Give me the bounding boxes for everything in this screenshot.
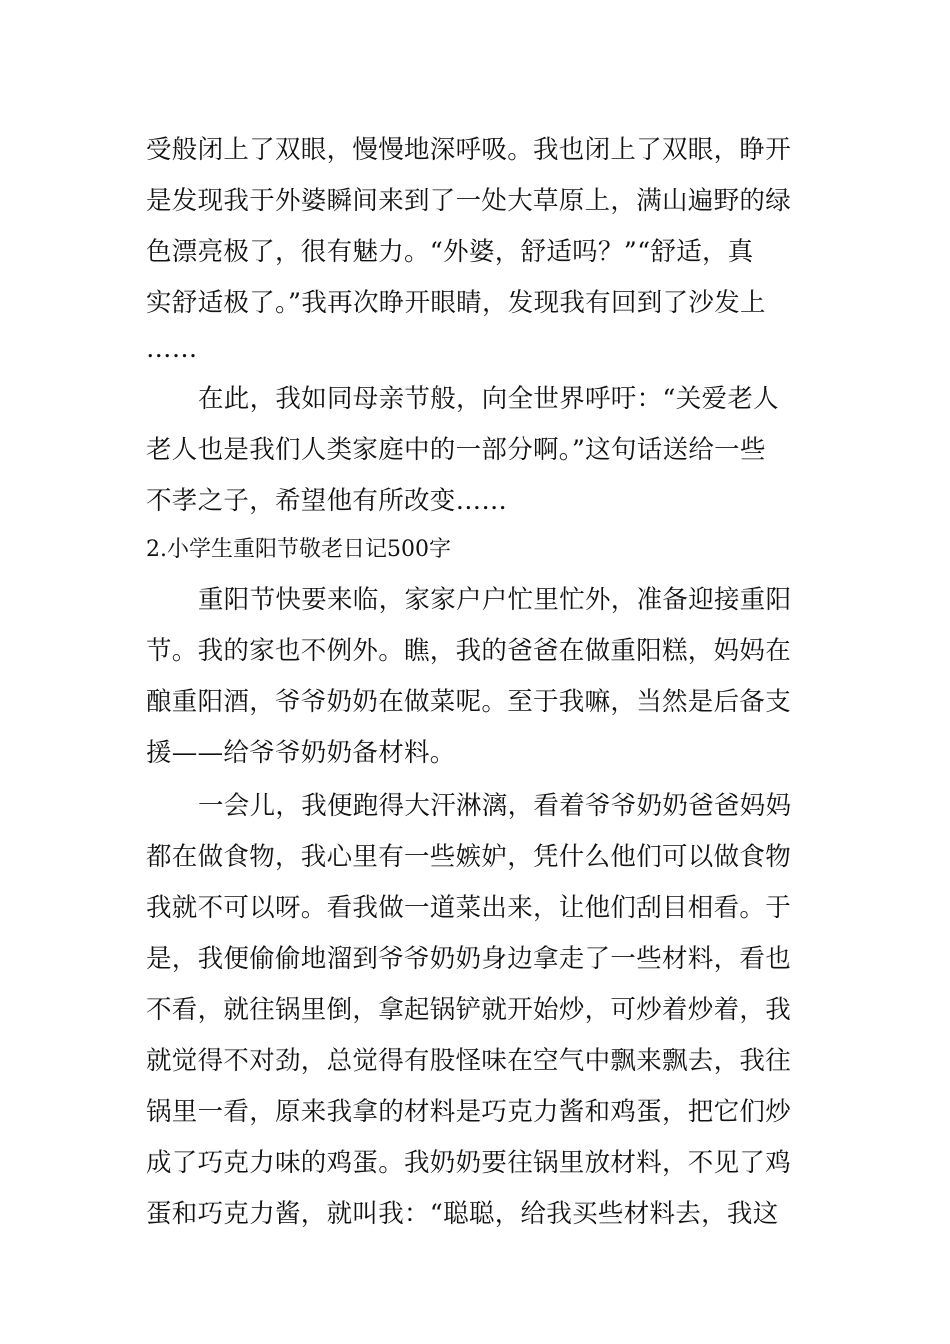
paragraph-4-line-6: 就觉得不对劲，总觉得有股怪味在空气中飘来飘去，我往 bbox=[146, 1046, 792, 1076]
paragraph-4-line-8: 成了巧克力味的鸡蛋。我奶奶要往锅里放材料，不见了鸡 bbox=[146, 1148, 792, 1178]
paragraph-4-line-1: 一会儿，我便跑得大汗淋漓，看着爷爷奶奶爸爸妈妈 bbox=[198, 791, 792, 821]
paragraph-4-line-4: 是，我便偷偷地溜到爷爷奶奶身边拿走了一些材料，看也 bbox=[146, 944, 792, 974]
paragraph-2-line-1: 在此，我如同母亲节般，向全世界呼吁：“关爱老人 bbox=[198, 384, 779, 414]
paragraph-1-line-2: 是发现我于外婆瞬间来到了一处大草原上，满山遍野的绿 bbox=[146, 186, 792, 216]
paragraph-4-line-3: 我就不可以呀。看我做一道菜出来，让他们刮目相看。于 bbox=[146, 893, 792, 923]
paragraph-3-line-3: 酿重阳酒，爷爷奶奶在做菜呢。至于我嘛，当然是后备支 bbox=[146, 687, 792, 717]
paragraph-4-line-5: 不看，就往锅里倒，拿起锅铲就开始炒，可炒着炒着，我 bbox=[146, 995, 792, 1025]
paragraph-2-line-2: 老人也是我们人类家庭中的一部分啊。”这句话送给一些 bbox=[146, 435, 766, 465]
paragraph-1-line-1: 受般闭上了双眼，慢慢地深呼吸。我也闭上了双眼，睁开 bbox=[146, 135, 792, 165]
paragraph-4-line-9: 蛋和巧克力酱，就叫我：“聪聪，给我买些材料去，我这 bbox=[146, 1199, 779, 1229]
paragraph-3-line-1: 重阳节快要来临，家家户户忙里忙外，准备迎接重阳 bbox=[198, 585, 792, 615]
paragraph-1-line-4: 实舒适极了。”我再次睁开眼睛，发现我有回到了沙发上 bbox=[146, 288, 766, 318]
paragraph-4-line-7: 锅里一看，原来我拿的材料是巧克力酱和鸡蛋，把它们炒 bbox=[146, 1097, 792, 1127]
paragraph-2-line-3: 不孝之子，希望他有所改变…… bbox=[146, 486, 508, 516]
paragraph-1-line-3: 色漂亮极了，很有魅力。“外婆，舒适吗？”“舒适，真 bbox=[146, 237, 754, 267]
section-heading: 2.小学生重阳节敬老日记500字 bbox=[146, 537, 451, 562]
paragraph-1-line-5: …… bbox=[146, 334, 198, 364]
paragraph-4-line-2: 都在做食物，我心里有一些嫉妒，凭什么他们可以做食物 bbox=[146, 842, 792, 872]
paragraph-3-line-4: 援——给爷爷奶奶备材料。 bbox=[146, 738, 456, 768]
paragraph-3-line-2: 节。我的家也不例外。瞧，我的爸爸在做重阳糕，妈妈在 bbox=[146, 636, 792, 666]
